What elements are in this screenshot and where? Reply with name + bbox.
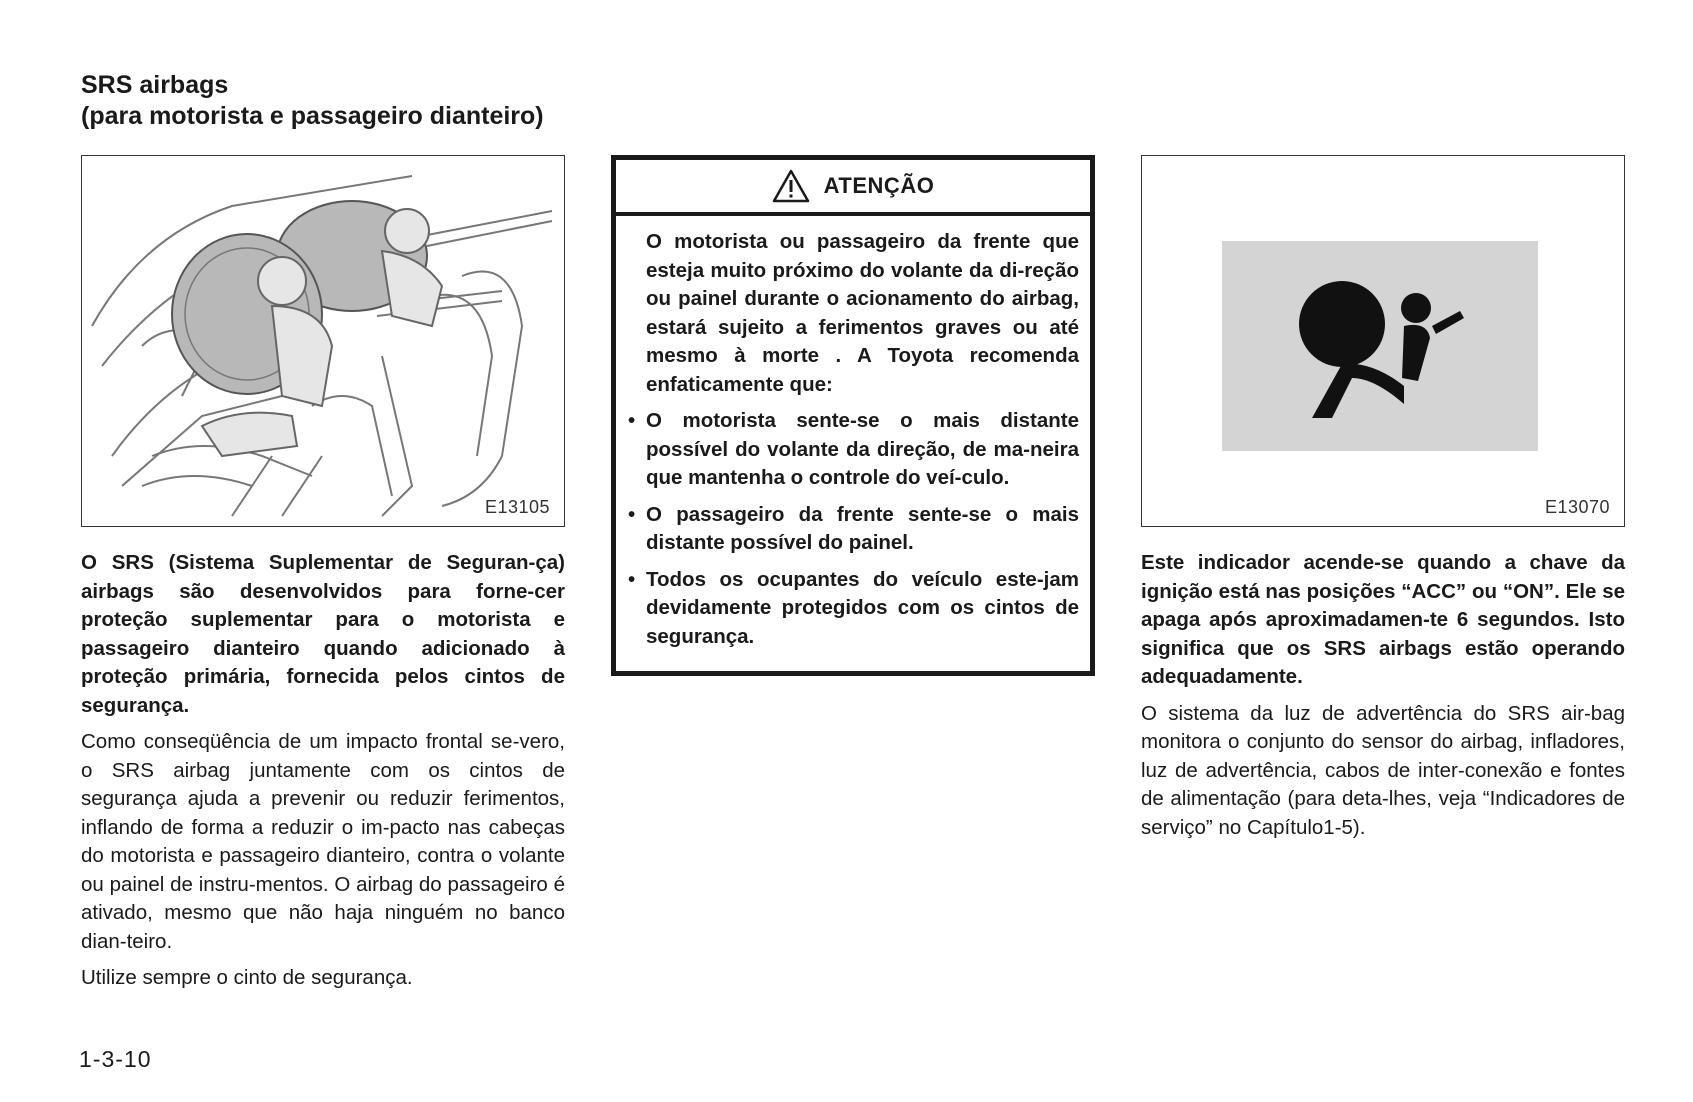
left-column (81, 155, 565, 1001)
figure-code: E13070 (1544, 497, 1610, 517)
seatbelt-reminder-paragraph: Utilize sempre o cinto de segurança. (81, 966, 413, 989)
warning-box (611, 155, 1095, 676)
warning-heading: ATENÇÃO (823, 173, 935, 198)
warning-light-figure (1141, 155, 1625, 527)
warning-item: • O passageiro da frente sente-se o mais distante possível do painel. (628, 501, 1079, 558)
warning-intro: O motorista ou passageiro da frente que esteja muito próximo do volante da di-reção ou painel durante o acionamento do airbag, estará sujeito a ferimentos graves ou até mesmo à morte . A Toyota recomenda enfaticamente que: (646, 230, 1079, 396)
airbag-deployment-figure (81, 155, 565, 527)
warning-body (616, 216, 1090, 671)
srs-impact-paragraph: Como conseqüência de um impacto frontal se-vero, o SRS airbag juntamente com os cintos de segurança ajuda a prevenir ou reduzir ferimentos, inflando de forma a reduzir o im-pacto nas cabeças do motorista e passageiro dianteiro, contra o volante ou painel de instru-mentos. O airbag do passageiro é ativado, mesmo que não haja ninguém no banco dian-teiro. (81, 730, 565, 953)
warning-triangle-icon (772, 169, 810, 203)
warning-list (628, 407, 1079, 651)
airbag-illustration (82, 156, 563, 525)
figure-code: E13105 (484, 497, 550, 517)
srs-intro-paragraph: O SRS (Sistema Suplementar de Seguran-ça) airbags são desenvolvidos para forne-cer proteção suplementar para o motorista e passageiro dianteiro quando adicionado à proteção primária, fornecida pelos cintos de segurança. (81, 551, 565, 717)
warning-item: • Todos os ocupantes do veículo este-jam devidamente protegidos com os cintos de segurança. (628, 566, 1079, 652)
indicator-description-paragraph: Este indicador acende-se quando a chave da ignição está nas posições “ACC” ou “ON”. Ele se apaga após aproximadamen-te 6 segundos. Isto significa que os SRS airbags estão operando adequadamente. (1141, 551, 1625, 688)
right-column (1141, 155, 1625, 850)
section-title-line2: (para motorista e passageiro dianteiro) (81, 102, 544, 130)
section-title (81, 70, 544, 132)
section-title-line1: SRS airbags (81, 71, 229, 99)
page-number: 1-3-10 (79, 1046, 152, 1072)
warning-light-illustration (1142, 156, 1623, 525)
system-monitoring-paragraph: O sistema da luz de advertência do SRS air-bag monitora o conjunto do sensor do airbag, infladores, luz de advertência, cabos de inter-conexão e fontes de alimentação (para deta-lhes, veja “Indicadores de serviço” no Capítulo1-5). (1141, 701, 1625, 839)
middle-column (611, 155, 1095, 676)
warning-item: • O motorista sente-se o mais distante possível do volante da direção, de ma-neira que mantenha o controle do veí-culo. (628, 407, 1079, 493)
warning-header (616, 160, 1090, 216)
